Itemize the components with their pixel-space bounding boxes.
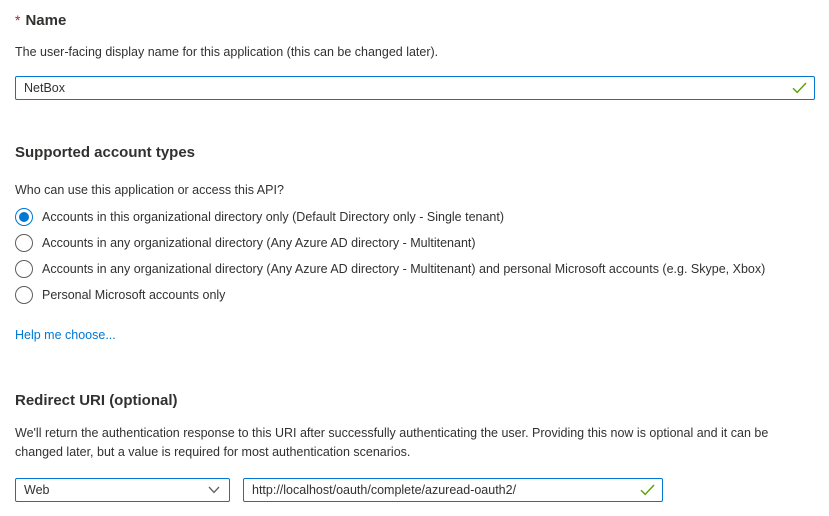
radio-unselected-icon[interactable]: [15, 286, 33, 304]
valid-check-icon: [792, 82, 807, 94]
name-input[interactable]: [16, 77, 814, 99]
account-type-option-multitenant-personal[interactable]: [15, 260, 815, 278]
valid-check-icon: [640, 484, 655, 496]
account-type-option-label: Personal Microsoft accounts only: [42, 288, 226, 302]
redirect-uri-title: Redirect URI (optional): [15, 392, 178, 409]
chevron-down-icon: [208, 483, 220, 497]
account-type-option-multitenant[interactable]: [15, 234, 815, 252]
name-description: The user-facing display name for this application (this can be changed later).: [15, 45, 439, 59]
account-type-radio-group: [15, 208, 815, 304]
help-me-choose-link[interactable]: Help me choose...: [15, 328, 116, 342]
account-type-option-single-tenant[interactable]: [15, 208, 815, 226]
required-asterisk: *: [15, 12, 21, 28]
radio-selected-icon[interactable]: [15, 208, 33, 226]
account-type-option-label: Accounts in this organizational directory only (Default Directory only - Single tenant): [42, 210, 505, 224]
supported-account-types-title: Supported account types: [15, 144, 196, 161]
redirect-uri-description: We'll return the authentication response to this URI after successfully authenticating the user. Providing this now is optional and it can be changed later, but a value is required for most authentication scenarios.: [15, 426, 769, 459]
name-label-row: [15, 12, 815, 30]
redirect-uri-controls: [15, 478, 815, 502]
platform-select-value: Web: [24, 483, 50, 497]
radio-unselected-icon[interactable]: [15, 260, 33, 278]
name-input-container: [15, 76, 815, 100]
redirect-uri-input[interactable]: [244, 479, 662, 501]
redirect-uri-input-container: [243, 478, 663, 502]
name-label: Name: [25, 12, 67, 29]
platform-select[interactable]: [15, 478, 230, 502]
radio-unselected-icon[interactable]: [15, 234, 33, 252]
account-type-option-label: Accounts in any organizational directory (Any Azure AD directory - Multitenant) and personal Microsoft accounts (e.g. Skype, Xbox): [42, 262, 766, 276]
account-type-option-personal-only[interactable]: [15, 286, 815, 304]
account-types-question: Who can use this application or access this API?: [15, 183, 284, 197]
account-type-option-label: Accounts in any organizational directory (Any Azure AD directory - Multitenant): [42, 236, 476, 250]
